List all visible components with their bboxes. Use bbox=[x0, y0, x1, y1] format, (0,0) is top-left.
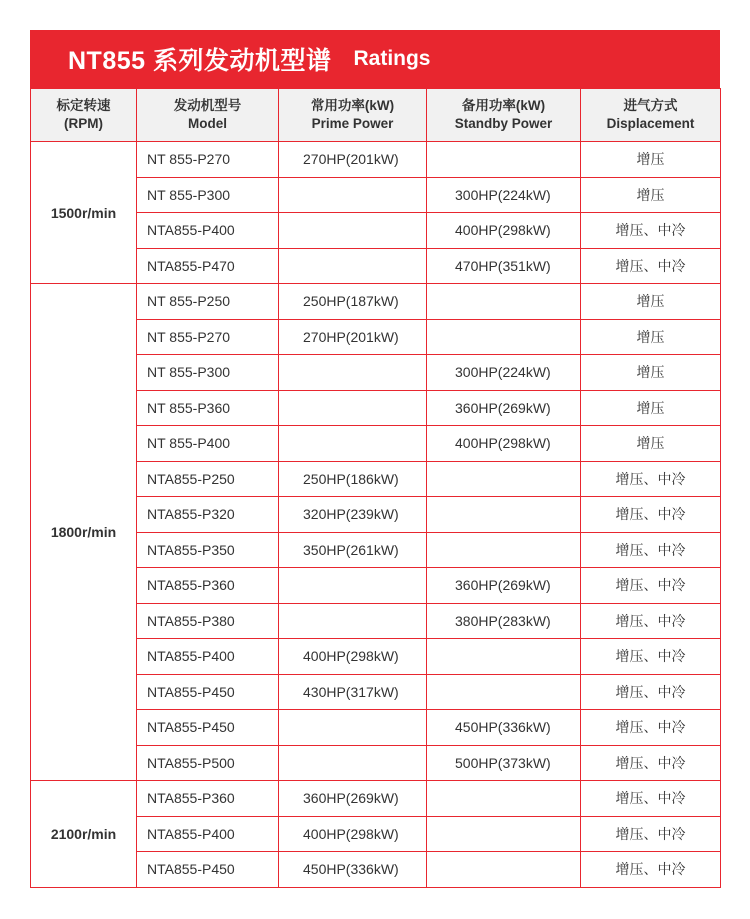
rated-speed-cell: 1500r/min bbox=[31, 142, 137, 284]
displacement-cell: 增压 bbox=[581, 284, 721, 320]
rated-speed-cell: 2100r/min bbox=[31, 781, 137, 888]
title-main: NT855 系列发动机型谱 bbox=[68, 47, 332, 75]
model-cell: NTA855-P400 bbox=[137, 213, 279, 249]
model-cell: NTA855-P470 bbox=[137, 248, 279, 284]
model-cell: NT 855-P250 bbox=[137, 284, 279, 320]
prime-power-cell: 400HP(298kW) bbox=[279, 816, 427, 852]
displacement-cell: 增压、中冷 bbox=[581, 852, 721, 888]
prime-power-cell: 270HP(201kW) bbox=[279, 319, 427, 355]
header-model-cn: 发动机型号 bbox=[173, 98, 242, 113]
header-model-en: Model bbox=[188, 116, 227, 131]
model-cell: NTA855-P320 bbox=[137, 497, 279, 533]
model-cell: NT 855-P270 bbox=[137, 319, 279, 355]
standby-power-cell: 500HP(373kW) bbox=[427, 745, 581, 781]
header-standby-power bbox=[427, 89, 581, 142]
prime-power-cell bbox=[279, 568, 427, 604]
displacement-cell: 增压、中冷 bbox=[581, 710, 721, 746]
model-cell: NTA855-P350 bbox=[137, 532, 279, 568]
title-sub: Ratings bbox=[353, 47, 431, 70]
prime-power-cell: 250HP(186kW) bbox=[279, 461, 427, 497]
displacement-cell: 增压、中冷 bbox=[581, 674, 721, 710]
standby-power-cell bbox=[427, 852, 581, 888]
model-cell: NT 855-P300 bbox=[137, 355, 279, 391]
standby-power-cell: 300HP(224kW) bbox=[427, 177, 581, 213]
model-cell: NTA855-P450 bbox=[137, 710, 279, 746]
displacement-cell: 增压、中冷 bbox=[581, 639, 721, 675]
prime-power-cell bbox=[279, 745, 427, 781]
model-cell: NTA855-P360 bbox=[137, 781, 279, 817]
displacement-cell: 增压、中冷 bbox=[581, 213, 721, 249]
model-cell: NTA855-P450 bbox=[137, 852, 279, 888]
rated-speed-cell: 1800r/min bbox=[31, 284, 137, 781]
model-cell: NT 855-P360 bbox=[137, 390, 279, 426]
table-body bbox=[31, 142, 721, 888]
header-standby-en: Standby Power bbox=[454, 116, 553, 131]
standby-power-cell: 300HP(224kW) bbox=[427, 355, 581, 391]
displacement-cell: 增压、中冷 bbox=[581, 603, 721, 639]
prime-power-cell: 250HP(187kW) bbox=[279, 284, 427, 320]
standby-power-cell bbox=[427, 142, 581, 178]
ratings-sheet bbox=[30, 30, 720, 888]
table-header bbox=[31, 89, 721, 142]
title-banner bbox=[30, 30, 720, 88]
header-rpm bbox=[31, 89, 137, 142]
displacement-cell: 增压、中冷 bbox=[581, 248, 721, 284]
table-row bbox=[31, 781, 721, 817]
model-cell: NTA855-P360 bbox=[137, 568, 279, 604]
displacement-cell: 增压 bbox=[581, 355, 721, 391]
standby-power-cell bbox=[427, 781, 581, 817]
model-cell: NTA855-P380 bbox=[137, 603, 279, 639]
standby-power-cell bbox=[427, 461, 581, 497]
header-rpm-en: (RPM) bbox=[64, 116, 103, 131]
model-cell: NT 855-P270 bbox=[137, 142, 279, 178]
displacement-cell: 增压 bbox=[581, 390, 721, 426]
model-cell: NTA855-P450 bbox=[137, 674, 279, 710]
standby-power-cell: 400HP(298kW) bbox=[427, 426, 581, 462]
standby-power-cell bbox=[427, 639, 581, 675]
displacement-cell: 增压 bbox=[581, 142, 721, 178]
model-cell: NTA855-P400 bbox=[137, 816, 279, 852]
prime-power-cell: 320HP(239kW) bbox=[279, 497, 427, 533]
prime-power-cell bbox=[279, 355, 427, 391]
standby-power-cell bbox=[427, 284, 581, 320]
prime-power-cell bbox=[279, 390, 427, 426]
displacement-cell: 增压、中冷 bbox=[581, 532, 721, 568]
prime-power-cell bbox=[279, 213, 427, 249]
header-prime-en: Prime Power bbox=[311, 116, 394, 131]
header-model bbox=[137, 89, 279, 142]
prime-power-cell bbox=[279, 248, 427, 284]
displacement-cell: 增压、中冷 bbox=[581, 745, 721, 781]
header-rpm-cn: 标定转速 bbox=[56, 98, 111, 113]
standby-power-cell bbox=[427, 497, 581, 533]
table-row bbox=[31, 142, 721, 178]
prime-power-cell: 360HP(269kW) bbox=[279, 781, 427, 817]
header-disp-en: Displacement bbox=[606, 116, 695, 131]
prime-power-cell: 350HP(261kW) bbox=[279, 532, 427, 568]
model-cell: NTA855-P400 bbox=[137, 639, 279, 675]
displacement-cell: 增压、中冷 bbox=[581, 816, 721, 852]
header-prime-power bbox=[279, 89, 427, 142]
model-cell: NT 855-P400 bbox=[137, 426, 279, 462]
standby-power-cell bbox=[427, 532, 581, 568]
model-cell: NT 855-P300 bbox=[137, 177, 279, 213]
displacement-cell: 增压、中冷 bbox=[581, 497, 721, 533]
displacement-cell: 增压 bbox=[581, 177, 721, 213]
standby-power-cell: 400HP(298kW) bbox=[427, 213, 581, 249]
standby-power-cell: 470HP(351kW) bbox=[427, 248, 581, 284]
model-cell: NTA855-P250 bbox=[137, 461, 279, 497]
standby-power-cell: 360HP(269kW) bbox=[427, 390, 581, 426]
header-standby-cn: 备用功率(kW) bbox=[461, 98, 546, 113]
prime-power-cell bbox=[279, 177, 427, 213]
header-prime-cn: 常用功率(kW) bbox=[310, 98, 395, 113]
header-row bbox=[31, 89, 721, 142]
prime-power-cell: 400HP(298kW) bbox=[279, 639, 427, 675]
prime-power-cell: 450HP(336kW) bbox=[279, 852, 427, 888]
prime-power-cell bbox=[279, 426, 427, 462]
prime-power-cell bbox=[279, 710, 427, 746]
displacement-cell: 增压 bbox=[581, 426, 721, 462]
displacement-cell: 增压 bbox=[581, 319, 721, 355]
model-cell: NTA855-P500 bbox=[137, 745, 279, 781]
standby-power-cell bbox=[427, 816, 581, 852]
standby-power-cell bbox=[427, 319, 581, 355]
standby-power-cell bbox=[427, 674, 581, 710]
prime-power-cell: 270HP(201kW) bbox=[279, 142, 427, 178]
displacement-cell: 增压、中冷 bbox=[581, 461, 721, 497]
table-row bbox=[31, 284, 721, 320]
header-displacement bbox=[581, 89, 721, 142]
standby-power-cell: 450HP(336kW) bbox=[427, 710, 581, 746]
displacement-cell: 增压、中冷 bbox=[581, 781, 721, 817]
standby-power-cell: 380HP(283kW) bbox=[427, 603, 581, 639]
ratings-table bbox=[30, 88, 721, 888]
prime-power-cell bbox=[279, 603, 427, 639]
standby-power-cell: 360HP(269kW) bbox=[427, 568, 581, 604]
displacement-cell: 增压、中冷 bbox=[581, 568, 721, 604]
prime-power-cell: 430HP(317kW) bbox=[279, 674, 427, 710]
header-disp-cn: 进气方式 bbox=[623, 98, 678, 113]
